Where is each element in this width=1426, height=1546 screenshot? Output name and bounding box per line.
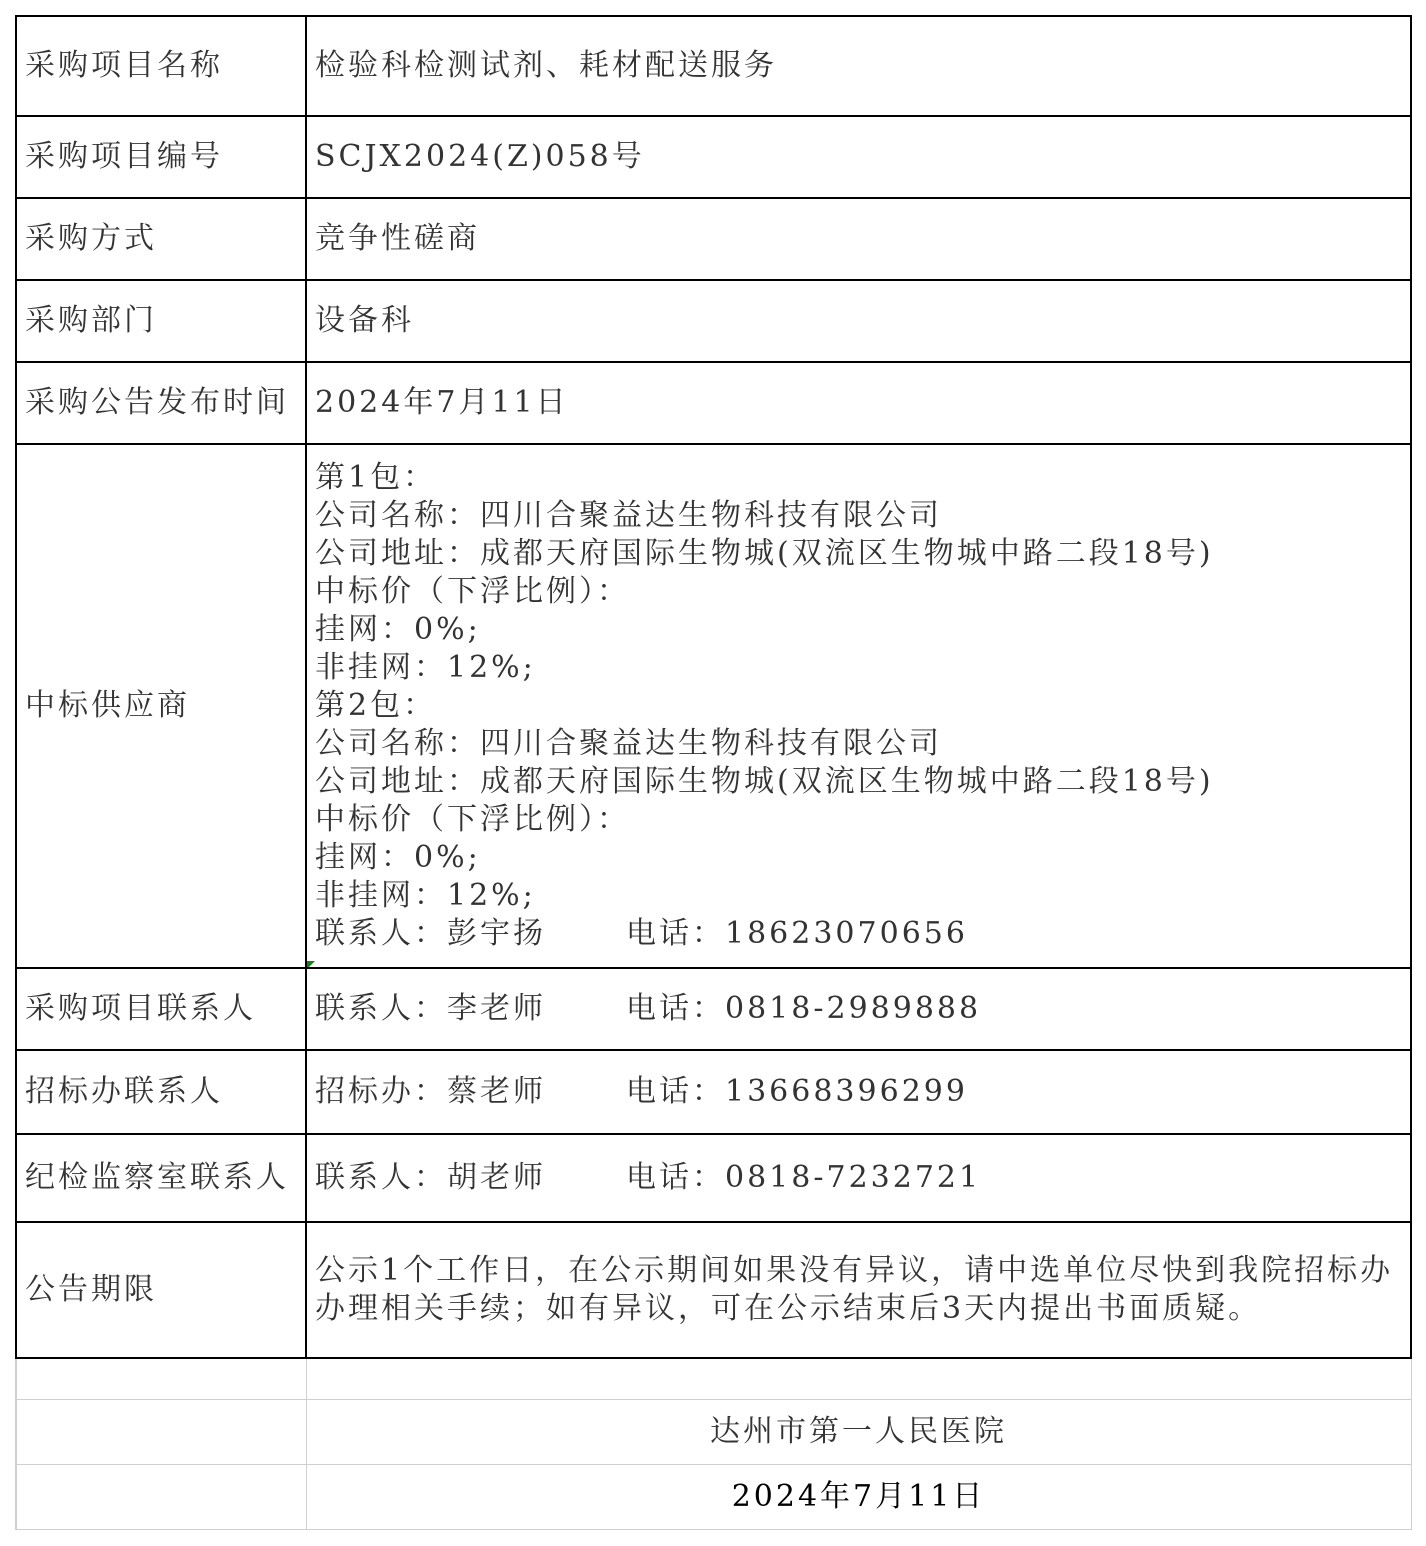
announcement-period-label: 公告期限 [16, 1222, 306, 1358]
procurement-department-label: 采购部门 [16, 280, 306, 362]
supplier-line: 第1包： [315, 460, 437, 495]
supplier-line: 中标价（下浮比例）： [315, 574, 630, 609]
publish-time-label: 采购公告发布时间 [16, 362, 306, 444]
supplier-line: 挂网：0%; [315, 840, 481, 875]
project-contact-value [306, 968, 1411, 1050]
bid-office-contact-label: 招标办联系人 [16, 1050, 306, 1134]
procurement-method-label: 采购方式 [16, 198, 306, 280]
procurement-announcement-table [15, 15, 1412, 1530]
supplier-contact-line [315, 915, 1402, 953]
publish-time-value: 2024年7月11日 [306, 362, 1411, 444]
project-contact-label: 采购项目联系人 [16, 968, 306, 1050]
row-discipline-office-contact [16, 1134, 1411, 1222]
bid-office-contact-phone: 电话：13668396299 [626, 1074, 968, 1109]
discipline-office-contact-label: 纪检监察室联系人 [16, 1134, 306, 1222]
supplier-line: 公司名称：四川合聚益达生物科技有限公司 [315, 498, 942, 533]
row-bid-office-contact [16, 1050, 1411, 1134]
project-name-value: 检验科检测试剂、耗材配送服务 [306, 16, 1411, 116]
project-number-value: SCJX2024(Z)058号 [306, 116, 1411, 198]
supplier-line: 非挂网：12%; [315, 878, 536, 913]
row-publish-time [16, 362, 1411, 444]
discipline-office-contact-value [306, 1134, 1411, 1222]
supplier-line: 第2包： [315, 688, 437, 723]
discipline-office-contact-phone: 电话：0818-7232721 [626, 1160, 982, 1195]
supplier-line: 非挂网：12%; [315, 650, 536, 685]
cell-comment-marker [307, 961, 315, 968]
issuer-name: 达州市第一人民医院 [306, 1400, 1411, 1465]
bid-office-contact-person: 招标办：蔡老师 [315, 1074, 546, 1109]
project-contact-person: 联系人：李老师 [315, 991, 546, 1026]
supplier-contact: 联系人：彭宇扬 [315, 916, 546, 951]
supplier-phone: 电话：18623070656 [626, 916, 968, 951]
procurement-department-value: 设备科 [306, 280, 1411, 362]
blank-cell [16, 1358, 306, 1400]
project-name-label: 采购项目名称 [16, 16, 306, 116]
winning-supplier-details [306, 444, 1411, 968]
row-project-number [16, 116, 1411, 198]
row-issue-date [16, 1465, 1411, 1530]
row-issuer [16, 1400, 1411, 1465]
blank-cell [16, 1465, 306, 1530]
row-blank [16, 1358, 1411, 1400]
supplier-line: 公司地址：成都天府国际生物城(双流区生物城中路二段18号) [315, 536, 1214, 571]
row-announcement-period [16, 1222, 1411, 1358]
announcement-period-value: 公示1个工作日，在公示期间如果没有异议，请中选单位尽快到我院招标办办理相关手续；如有异议，可在公示结束后3天内提出书面质疑。 [306, 1222, 1411, 1358]
supplier-line: 公司地址：成都天府国际生物城(双流区生物城中路二段18号) [315, 764, 1214, 799]
discipline-office-contact-person: 联系人：胡老师 [315, 1160, 546, 1195]
project-number-label: 采购项目编号 [16, 116, 306, 198]
row-project-name [16, 16, 1411, 116]
winning-supplier-label: 中标供应商 [16, 444, 306, 968]
blank-cell [16, 1400, 306, 1465]
issue-date: 2024年7月11日 [306, 1465, 1411, 1530]
procurement-method-value: 竞争性磋商 [306, 198, 1411, 280]
blank-cell [306, 1358, 1411, 1400]
project-contact-phone: 电话：0818-2989888 [626, 991, 982, 1026]
supplier-line: 中标价（下浮比例）： [315, 802, 630, 837]
row-winning-supplier [16, 444, 1411, 968]
supplier-line: 挂网：0%; [315, 612, 481, 647]
row-procurement-department [16, 280, 1411, 362]
bid-office-contact-value [306, 1050, 1411, 1134]
row-procurement-method [16, 198, 1411, 280]
supplier-line: 公司名称：四川合聚益达生物科技有限公司 [315, 726, 942, 761]
row-project-contact [16, 968, 1411, 1050]
